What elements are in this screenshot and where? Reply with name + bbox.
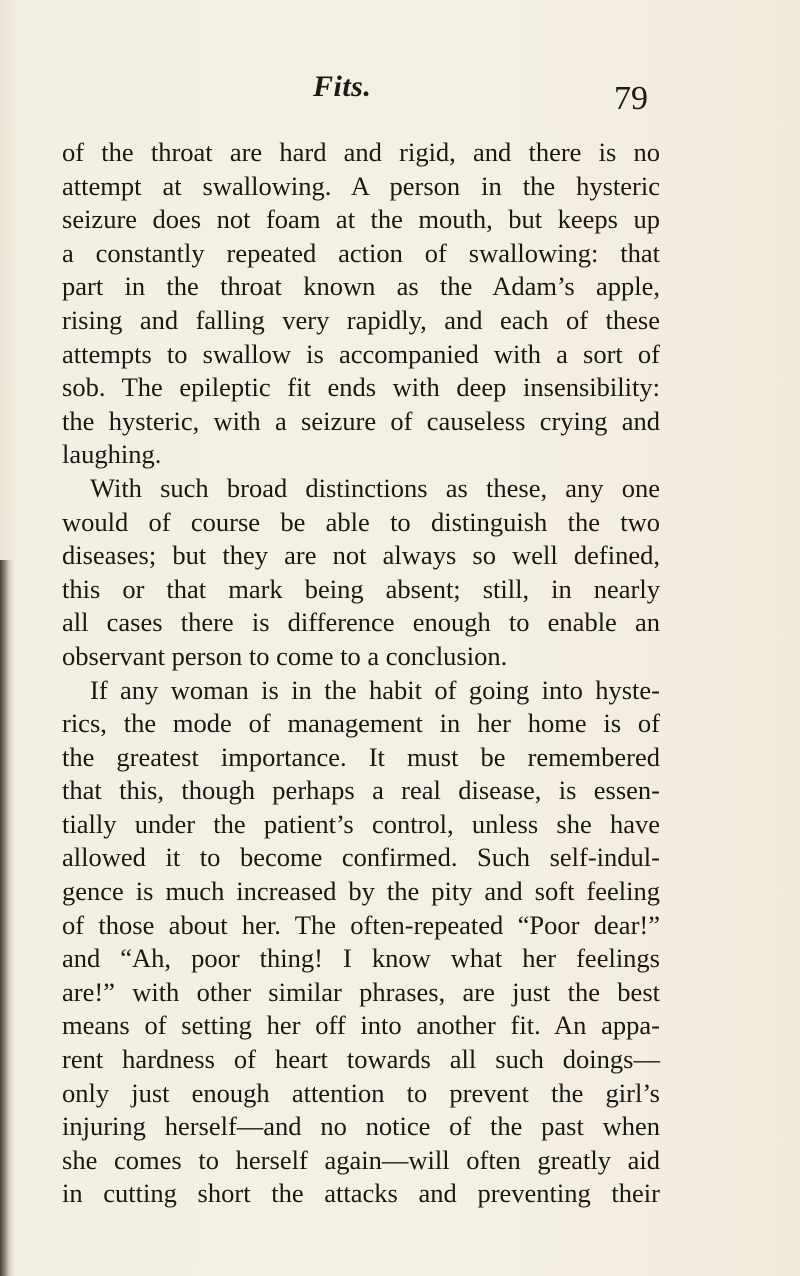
page-header [0, 70, 800, 120]
text-line: rent hardness of heart towards all such doings— [62, 1044, 660, 1075]
text-line: all cases there is difference enough to enable an [62, 607, 660, 638]
paragraph-start-line: With such broad distinctions as these, any one [90, 472, 660, 503]
text-line: means of setting her off into another fit. An appa- [62, 1010, 660, 1041]
text-line: diseases; but they are not always so well defined, [62, 540, 660, 571]
text-line: the hysteric, with a seizure of causeless crying and [62, 405, 660, 436]
text-line: allowed it to become confirmed. Such self-indul- [62, 842, 660, 873]
text-line: she comes to herself again—will often greatly aid [62, 1144, 660, 1175]
running-head: Fits. [313, 70, 372, 103]
text-line: of those about her. The often-repeated “Poor dear!” [62, 909, 660, 940]
text-line: injuring herself—and no notice of the past when [62, 1111, 660, 1142]
text-line: seizure does not foam at the mouth, but keeps up [62, 204, 660, 235]
text-line: rising and falling very rapidly, and each of these [62, 304, 660, 335]
text-line: tially under the patient’s control, unless she have [62, 808, 660, 839]
text-line: a constantly repeated action of swallowing: that [62, 237, 660, 268]
paragraph-start-line: If any woman is in the habit of going into hyste- [90, 674, 660, 705]
text-line: of the throat are hard and rigid, and there is no [62, 137, 660, 167]
text-line: laughing. [62, 439, 162, 470]
text-line: and “Ah, poor thing! I know what her feelings [62, 943, 660, 974]
text-line: attempts to swallow is accompanied with a sort of [62, 338, 660, 369]
text-line: part in the throat known as the Adam’s apple, [62, 271, 660, 302]
text-line: rics, the mode of management in her home is of [62, 708, 660, 739]
text-line: gence is much increased by the pity and soft feeling [62, 876, 660, 907]
text-line: would of course be able to distinguish the two [62, 506, 660, 537]
text-line: in cutting short the attacks and preventing their [62, 1178, 660, 1209]
text-line: attempt at swallowing. A person in the hysteric [62, 170, 660, 201]
text-line: are!” with other similar phrases, are just the best [62, 976, 660, 1007]
page-number: 79 [614, 80, 648, 117]
text-line: sob. The epileptic fit ends with deep insensibility: [62, 372, 660, 403]
body-text [62, 136, 660, 1211]
text-line: the greatest importance. It must be remembered [62, 741, 660, 772]
text-line: only just enough attention to prevent the girl’s [62, 1077, 660, 1108]
text-line: this or that mark being absent; still, in nearly [62, 573, 660, 604]
binding-shadow [0, 560, 14, 1276]
text-line: that this, though perhaps a real disease, is essen- [62, 775, 660, 806]
text-line: observant person to come to a conclusion. [62, 640, 508, 671]
